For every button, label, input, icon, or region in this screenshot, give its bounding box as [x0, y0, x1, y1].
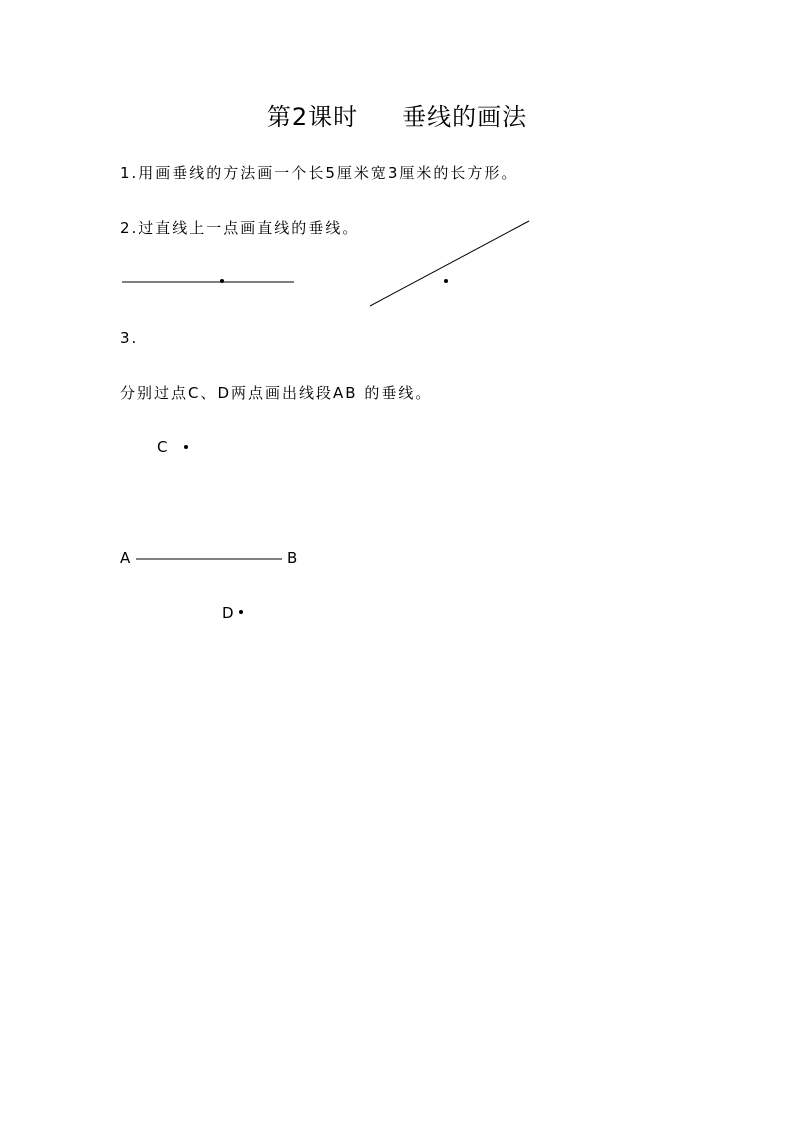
question-2: 2.过直线上一点画直线的垂线。: [120, 219, 360, 237]
slanted-line: [370, 221, 529, 306]
label-c: C: [157, 438, 168, 456]
lesson-topic: 垂线的画法: [402, 103, 528, 131]
point-on-horizontal-line: [220, 279, 224, 283]
question-3-figure: [136, 445, 282, 614]
label-a: A: [120, 549, 131, 567]
question-2-figures: [122, 221, 529, 306]
label-b: B: [287, 549, 298, 567]
question-1: 1.用画垂线的方法画一个长5厘米宽3厘米的长方形。: [120, 164, 519, 182]
lesson-number: 第2课时: [266, 103, 359, 131]
point-c-dot: [184, 445, 188, 449]
question-3-text: 分别过点C、D两点画出线段AB 的垂线。: [120, 384, 433, 402]
question-3-number: 3.: [120, 329, 139, 347]
label-d: D: [222, 604, 234, 622]
point-d-dot: [239, 610, 243, 614]
point-near-slanted-line: [444, 279, 448, 283]
